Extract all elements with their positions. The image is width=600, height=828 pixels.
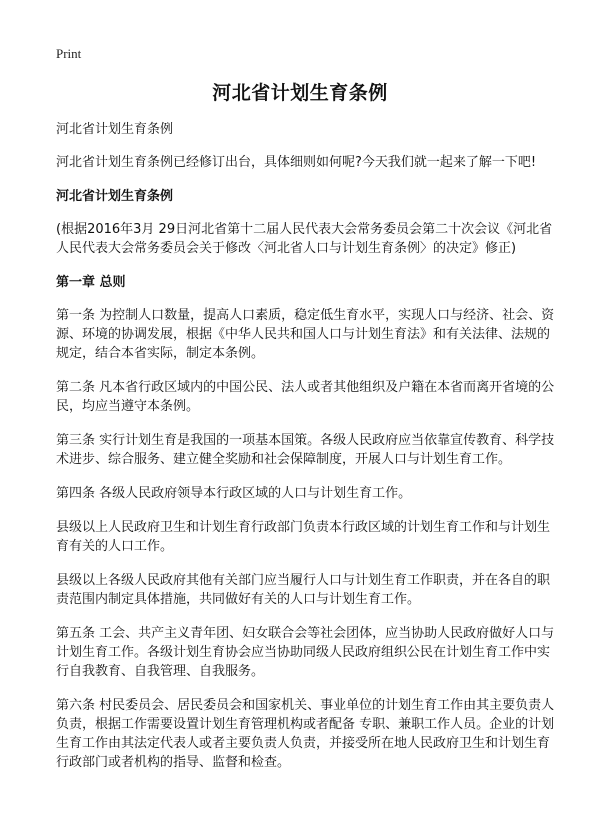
article-paragraph: 第四条 各级人民政府领导本行政区域的人口与计划生育工作。 xyxy=(56,486,412,501)
law-title: 河北省计划生育条例 xyxy=(56,189,174,204)
article-paragraph: 县级以上人民政府卫生和计划生育行政部门负责本行政区域的计划生育工作和与计划生育有关的人口工作。 xyxy=(56,520,551,554)
intro-paragraph: 河北省计划生育条例已经修订出台，具体细则如何呢?今天我们就一起来了解一下吧! xyxy=(56,155,537,170)
article-paragraph: 第二条 凡本省行政区域内的中国公民、法人或者其他组织及户籍在本省而离开省境的公民，均应当遵守本条例。 xyxy=(56,380,555,414)
article-paragraph: 第六条 村民委员会、居民委员会和国家机关、事业单位的计划生育工作由其主要负责人负责，根据工作需要设置计划生育管理机构或者配备 专职、兼职工作人员。企业的计划生育工作由其法定代表人或者主要负责人负责，并接受所在地人民政府卫生和计划生育行政部门或者机构的指导、监督和检查。 xyxy=(56,698,555,770)
print-link[interactable]: Print xyxy=(56,46,82,61)
article-paragraph: 第一条 为控制人口数量，提高人口素质，稳定低生育水平，实现人口与经济、社会、资源、环境的协调发展，根据《中华人民共和国人口与计划生育法》和有关法律、法规的规定，结合本省实际，制定本条例。 xyxy=(56,308,555,361)
article-paragraph: 县级以上各级人民政府其他有关部门应当履行人口与计划生育工作职责，并在各自的职责范围内制定具体措施，共同做好有关的人口与计划生育工作。 xyxy=(56,573,551,607)
article-paragraph: 第三条 实行计划生育是我国的一项基本国策。各级人民政府应当依靠宣传教育、科学技术进步、综合服务、建立健全奖励和社会保障制度，开展人口与计划生育工作。 xyxy=(56,433,555,467)
amendment-note: (根据2016年3月 29日河北省第十二届人民代表大会常务委员会第二十次会议《河北省人民代表大会常务委员会关于修改〈河北省人口与计划生育条例〉的决定》修正) xyxy=(56,222,553,256)
page-title: 河北省计划生育条例 xyxy=(212,82,388,104)
article-body xyxy=(56,120,556,787)
article-subtitle: 河北省计划生育条例 xyxy=(56,122,174,137)
article-paragraph: 第五条 工会、共产主义青年团、妇女联合会等社会团体，应当协助人民政府做好人口与计划生育工作。各级计划生育协会应当协助同级人民政府组织公民在计划生育工作中实行自我教育、自我管理、自我服务。 xyxy=(56,626,555,679)
chapter-title: 第一章 总则 xyxy=(56,275,126,290)
